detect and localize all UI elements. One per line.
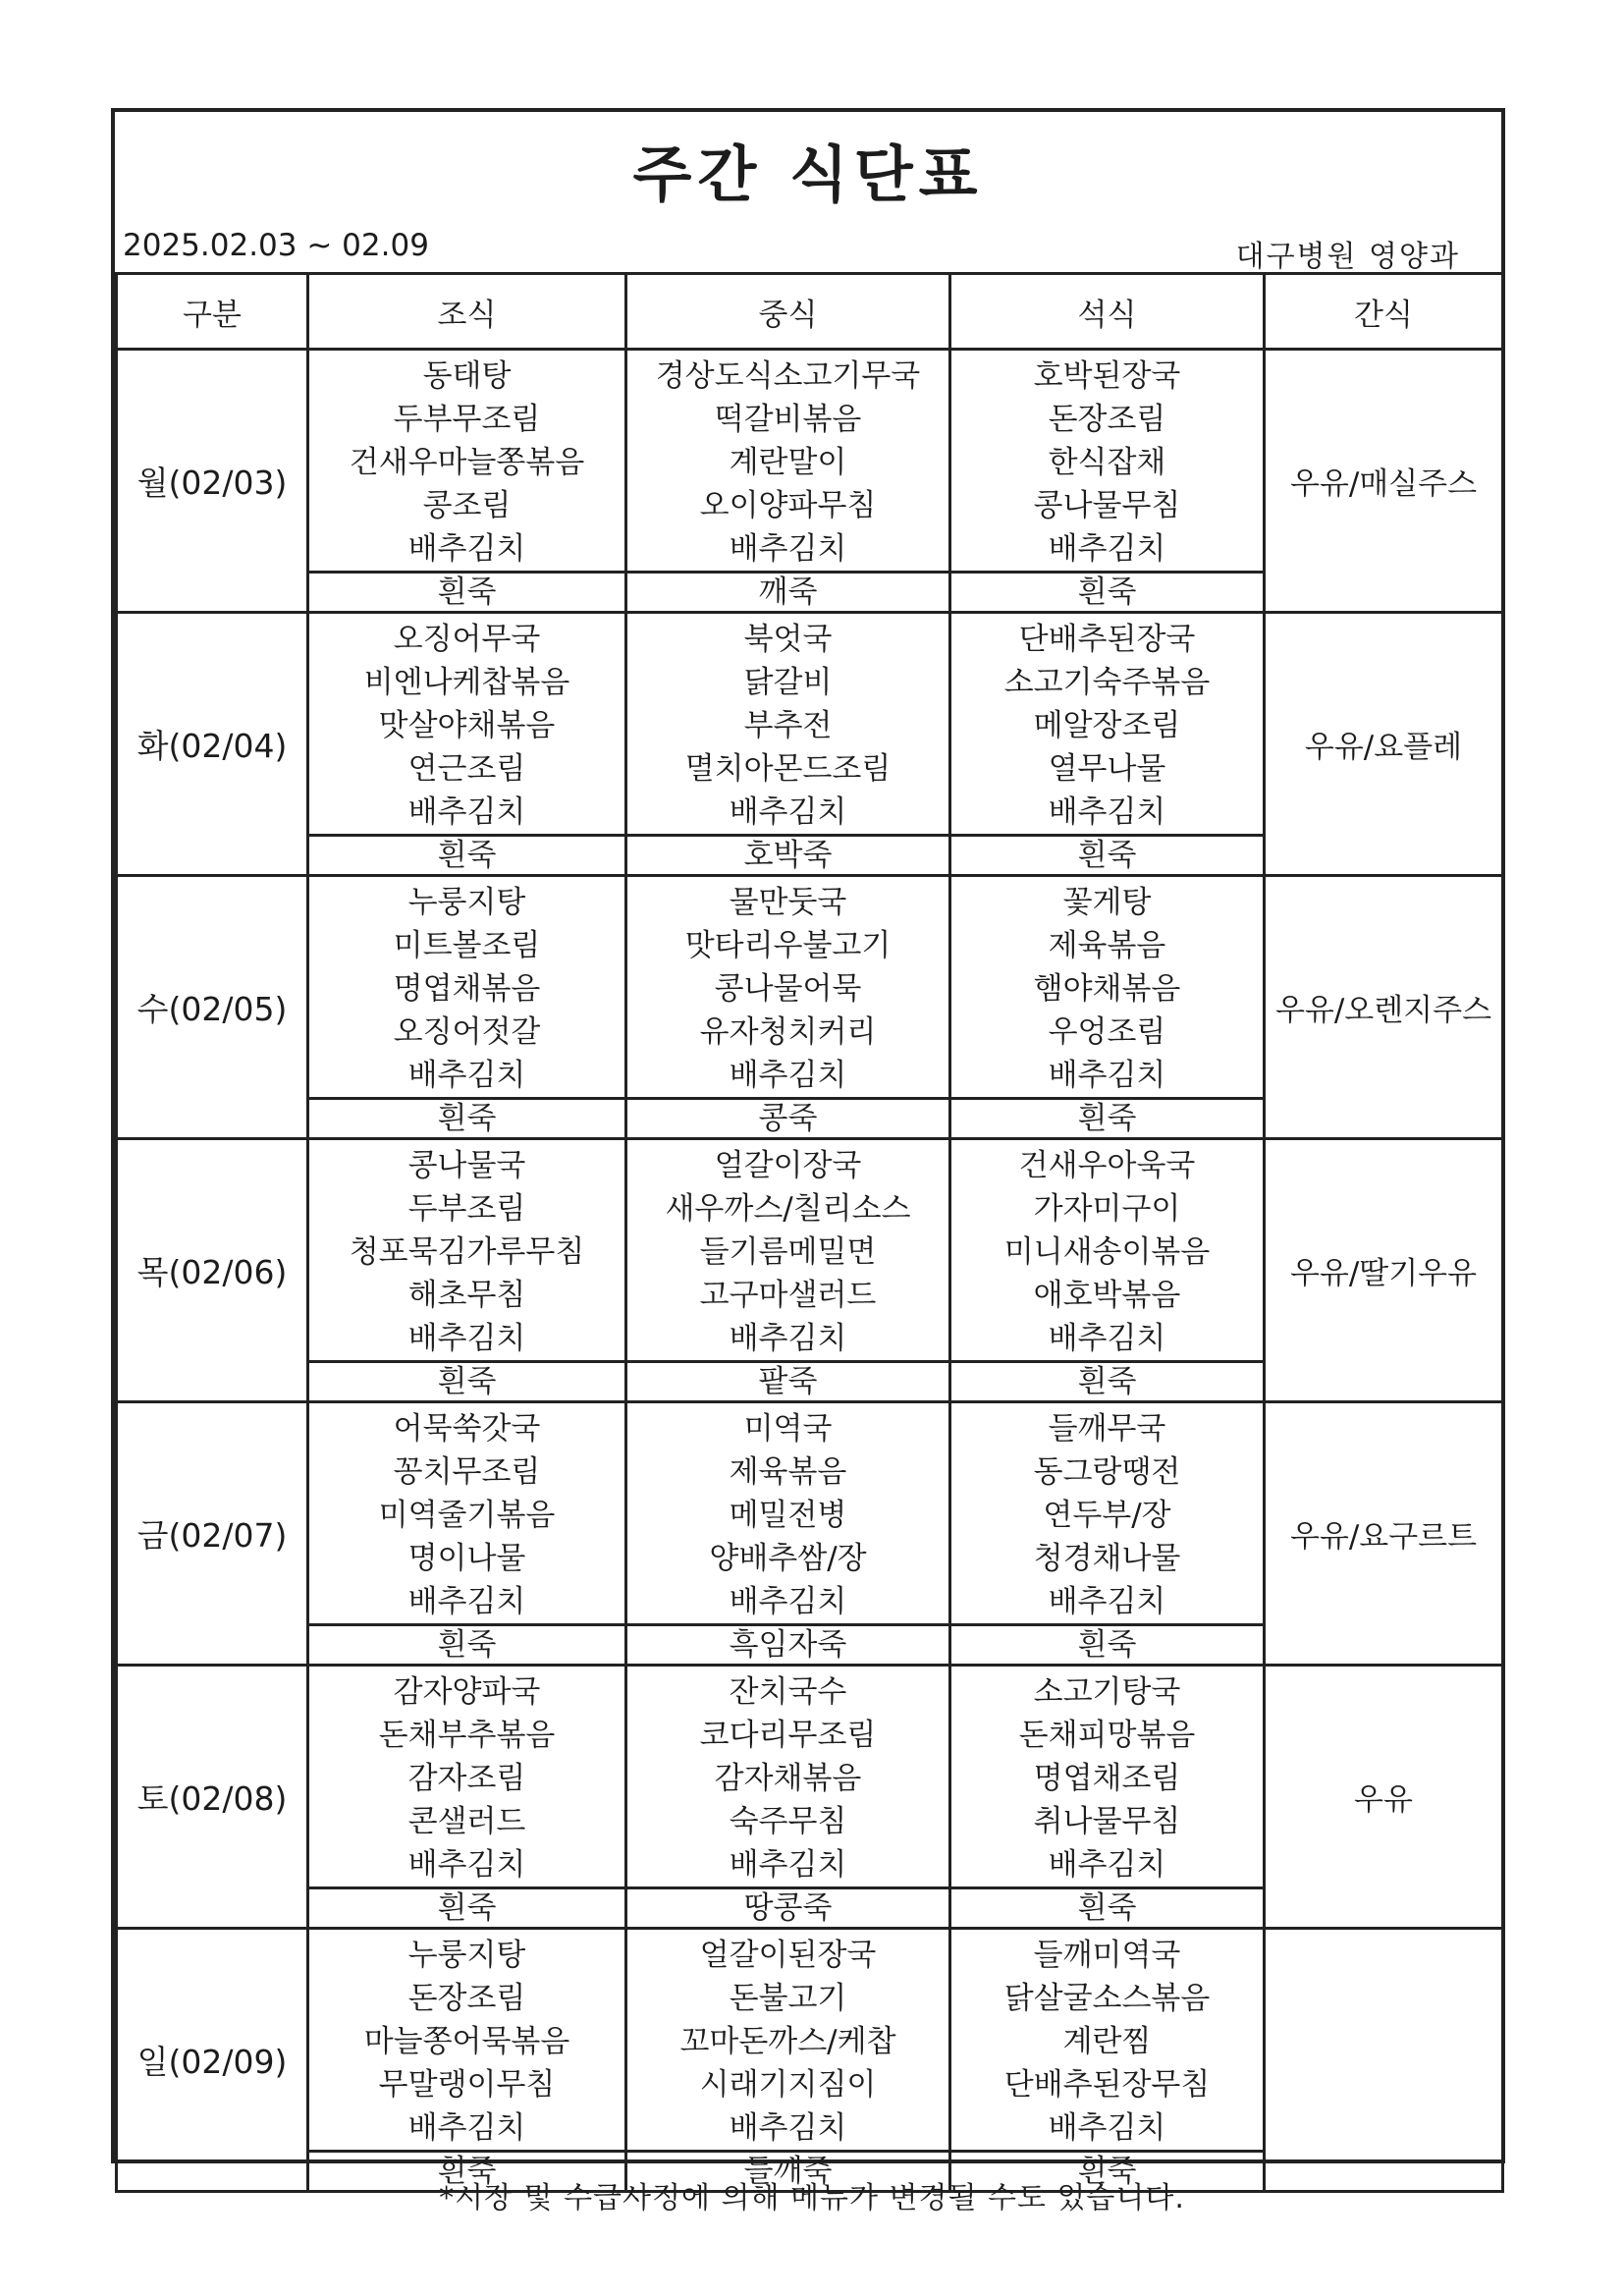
menu-item: 감자양파국 [393,1674,541,1710]
menu-item: 배추김치 [729,1321,847,1356]
day-menu-row [117,613,1503,836]
menu-item: 배추김치 [729,1584,847,1619]
menu-item: 무말랭이무침 [378,2067,556,2103]
menu-item: 비엔나케찹볶음 [363,665,570,700]
breakfast-menu-cell [308,1666,626,1888]
menu-item: 배추김치 [1048,1584,1166,1619]
snack-cell: 우유/요플레 [1265,613,1503,876]
menu-item: 고구마샐러드 [699,1278,877,1313]
menu-item: 해초무침 [407,1278,526,1313]
menu-item: 청경채나물 [1033,1541,1181,1576]
menu-item: 연두부/장 [1043,1498,1171,1533]
menu-item: 미트볼조림 [393,928,541,963]
lunch-menu-cell [626,1929,950,2152]
menu-item: 소고기숙주볶음 [1003,665,1211,700]
day-menu-row [117,350,1503,573]
menu-item: 돈채부추볶음 [378,1718,556,1753]
dinner-porridge-cell: 흰죽 [950,573,1265,613]
day-menu-row [117,1929,1503,2152]
menu-item: 멸치아몬드조림 [684,751,892,787]
menu-item: 배추김치 [1048,1058,1166,1093]
breakfast-menu-cell [308,876,626,1099]
menu-item: 들깨무국 [1048,1411,1166,1447]
menu-item: 콩나물국 [407,1148,526,1183]
menu-item: 닭살굴소스볶음 [1003,1981,1211,2016]
menu-item: 미니새송이볶음 [1003,1234,1211,1270]
header-category: 구분 [117,274,308,350]
menu-item: 오이양파무침 [699,488,877,523]
header-lunch: 중식 [626,274,950,350]
dinner-porridge-cell: 흰죽 [950,1888,1265,1929]
breakfast-porridge-cell: 흰죽 [308,2152,626,2192]
lunch-porridge-cell: 호박죽 [626,836,950,876]
menu-item: 돈장조림 [407,1981,526,2016]
date-range: 2025.02.03 ~ 02.09 [123,228,429,263]
lunch-menu-cell [626,613,950,836]
menu-item: 숙주무침 [729,1804,847,1839]
menu-item: 연근조림 [407,751,526,787]
menu-item: 배추김치 [1048,2110,1166,2146]
dinner-menu-cell [950,1139,1265,1362]
menu-item: 가자미구이 [1033,1191,1181,1227]
day-label: 일(02/09) [117,1929,308,2192]
menu-item: 두부조림 [407,1191,526,1227]
menu-item: 꽁치무조림 [393,1454,541,1490]
day-label: 월(02/03) [117,350,308,613]
menu-item: 동태탕 [422,358,512,394]
menu-item: 콩나물무침 [1033,488,1181,523]
menu-item: 메밀전병 [729,1498,847,1533]
menu-item: 배추김치 [729,1058,847,1093]
menu-item: 미역국 [743,1411,833,1447]
breakfast-porridge-cell: 흰죽 [308,573,626,613]
lunch-porridge-cell: 팥죽 [626,1362,950,1402]
menu-item: 단배추된장무침 [1003,2067,1211,2103]
dinner-porridge-cell: 흰죽 [950,836,1265,876]
lunch-porridge-cell: 들깨죽 [626,2152,950,2192]
dinner-menu-cell [950,1929,1265,2152]
menu-item: 명엽채조림 [1033,1761,1181,1796]
menu-item: 맛타리우불고기 [684,928,892,963]
menu-item: 배추김치 [1048,1321,1166,1356]
lunch-porridge-cell: 콩죽 [626,1099,950,1139]
menu-item: 누룽지탕 [407,885,526,920]
dinner-porridge-cell: 흰죽 [950,1625,1265,1666]
breakfast-porridge-cell: 흰죽 [308,836,626,876]
menu-item: 돈장조림 [1048,402,1166,437]
menu-item: 돈채피망볶음 [1018,1718,1196,1753]
page-title: 주간 식단표 [632,138,984,210]
menu-item: 명이나물 [407,1541,526,1576]
menu-item: 미역줄기볶음 [378,1498,556,1533]
day-label: 금(02/07) [117,1402,308,1666]
menu-item: 북엇국 [743,622,833,657]
menu-item: 한식잡채 [1048,445,1166,480]
breakfast-menu-cell [308,1929,626,2152]
menu-item: 부추전 [743,708,833,743]
menu-item: 시래기지짐이 [699,2067,877,2103]
menu-item: 꼬마돈까스/케찹 [679,2024,896,2059]
menu-item: 코다리무조림 [699,1718,877,1753]
menu-item: 물만둣국 [729,885,847,920]
lunch-menu-cell [626,1402,950,1625]
menu-item: 누룽지탕 [407,1938,526,1973]
menu-item: 열무나물 [1048,751,1166,787]
menu-item: 들기름메밀면 [699,1234,877,1270]
breakfast-porridge-cell: 흰죽 [308,1362,626,1402]
breakfast-menu-cell [308,1139,626,1362]
header-snack: 간식 [1265,274,1503,350]
menu-item: 들깨미역국 [1033,1938,1181,1973]
dinner-menu-cell [950,613,1265,836]
menu-item: 청포묵김가루무침 [349,1234,585,1270]
lunch-porridge-cell: 깨죽 [626,573,950,613]
day-label: 토(02/08) [117,1666,308,1929]
menu-item: 제육볶음 [729,1454,847,1490]
lunch-menu-cell [626,876,950,1099]
menu-item: 취나물무침 [1033,1804,1181,1839]
lunch-menu-cell [626,1666,950,1888]
menu-item: 배추김치 [407,1847,526,1883]
menu-item: 배추김치 [407,2110,526,2146]
menu-item: 건새우아욱국 [1018,1148,1196,1183]
organization: 대구병원 영양과 [1235,240,1460,274]
breakfast-menu-cell [308,613,626,836]
menu-item: 배추김치 [1048,1847,1166,1883]
menu-item: 얼갈이장국 [714,1148,862,1183]
menu-item: 두부무조림 [393,402,541,437]
breakfast-porridge-cell: 흰죽 [308,1888,626,1929]
snack-cell: 우유/매실주스 [1265,350,1503,613]
menu-item: 단배추된장국 [1018,622,1196,657]
menu-item: 배추김치 [729,531,847,567]
menu-item: 유자청치커리 [699,1014,877,1050]
menu-item: 닭갈비 [743,665,833,700]
day-menu-row [117,1402,1503,1625]
menu-item: 배추김치 [407,1321,526,1356]
menu-item: 떡갈비볶음 [714,402,862,437]
menu-item: 콩나물어묵 [714,971,862,1007]
dinner-menu-cell [950,1402,1265,1625]
menu-item: 감자채볶음 [714,1761,862,1796]
menu-item: 애호박볶음 [1033,1278,1181,1313]
day-menu-row [117,1139,1503,1362]
day-label: 수(02/05) [117,876,308,1139]
menu-sheet [111,108,1505,2189]
menu-item: 배추김치 [407,1584,526,1619]
menu-item: 제육볶음 [1048,928,1166,963]
menu-item: 우엉조림 [1048,1014,1166,1050]
menu-item: 콘샐러드 [407,1804,526,1839]
menu-item: 맛살야채볶음 [378,708,556,743]
day-menu-row [117,876,1503,1099]
breakfast-menu-cell [308,1402,626,1625]
menu-item: 감자조림 [407,1761,526,1796]
breakfast-porridge-cell: 흰죽 [308,1099,626,1139]
menu-item: 배추김치 [407,531,526,567]
menu-item: 새우까스/칠리소스 [665,1191,911,1227]
menu-item: 어묵쑥갓국 [393,1411,541,1447]
menu-item: 잔치국수 [729,1674,847,1710]
header-row [117,274,1503,350]
menu-item: 배추김치 [1048,531,1166,567]
menu-item: 꽃게탕 [1062,885,1152,920]
snack-cell: 우유/딸기우유 [1265,1139,1503,1402]
menu-item: 계란말이 [729,445,847,480]
breakfast-porridge-cell: 흰죽 [308,1625,626,1666]
dinner-porridge-cell: 흰죽 [950,1099,1265,1139]
menu-item: 얼갈이된장국 [699,1938,877,1973]
menu-item: 배추김치 [729,794,847,830]
menu-item: 호박된장국 [1033,358,1181,394]
lunch-porridge-cell: 흑임자죽 [626,1625,950,1666]
dinner-porridge-cell: 흰죽 [950,2152,1265,2192]
menu-item: 햄야채볶음 [1033,971,1181,1007]
lunch-menu-cell [626,350,950,573]
header-dinner: 석식 [950,274,1265,350]
menu-item: 오징어젓갈 [393,1014,541,1050]
menu-item: 소고기탕국 [1033,1674,1181,1710]
day-menu-row [117,1666,1503,1888]
dinner-menu-cell [950,876,1265,1099]
menu-item: 양배추쌈/장 [709,1541,867,1576]
header-breakfast: 조식 [308,274,626,350]
menu-item: 돈불고기 [729,1981,847,2016]
snack-cell: 우유/오렌지주스 [1265,876,1503,1139]
menu-item: 배추김치 [407,794,526,830]
snack-cell: 우유/요구르트 [1265,1402,1503,1666]
menu-item: 콩조림 [422,488,512,523]
snack-cell [1265,1929,1503,2192]
menu-item: 마늘쫑어묵볶음 [363,2024,570,2059]
footnote: *시장 및 수급사정에 의해 메뉴가 변경될 수도 있습니다. [439,2181,1185,2215]
lunch-porridge-cell: 땅콩죽 [626,1888,950,1929]
snack-cell: 우유 [1265,1666,1503,1929]
day-label: 목(02/06) [117,1139,308,1402]
menu-item: 명엽채볶음 [393,971,541,1007]
dinner-menu-cell [950,1666,1265,1888]
breakfast-menu-cell [308,350,626,573]
menu-item: 건새우마늘쫑볶음 [349,445,585,480]
dinner-porridge-cell: 흰죽 [950,1362,1265,1402]
menu-item: 동그랑땡전 [1033,1454,1181,1490]
day-label: 화(02/04) [117,613,308,876]
menu-item: 오징어무국 [393,622,541,657]
menu-item: 배추김치 [729,1847,847,1883]
menu-item: 배추김치 [407,1058,526,1093]
menu-item: 메알장조림 [1033,708,1181,743]
menu-item: 배추김치 [1048,794,1166,830]
lunch-menu-cell [626,1139,950,1362]
menu-item: 배추김치 [729,2110,847,2146]
menu-item: 계란찜 [1062,2024,1152,2059]
dinner-menu-cell [950,350,1265,573]
menu-item: 경상도식소고기무국 [655,358,921,394]
menu-table [115,272,1504,2193]
